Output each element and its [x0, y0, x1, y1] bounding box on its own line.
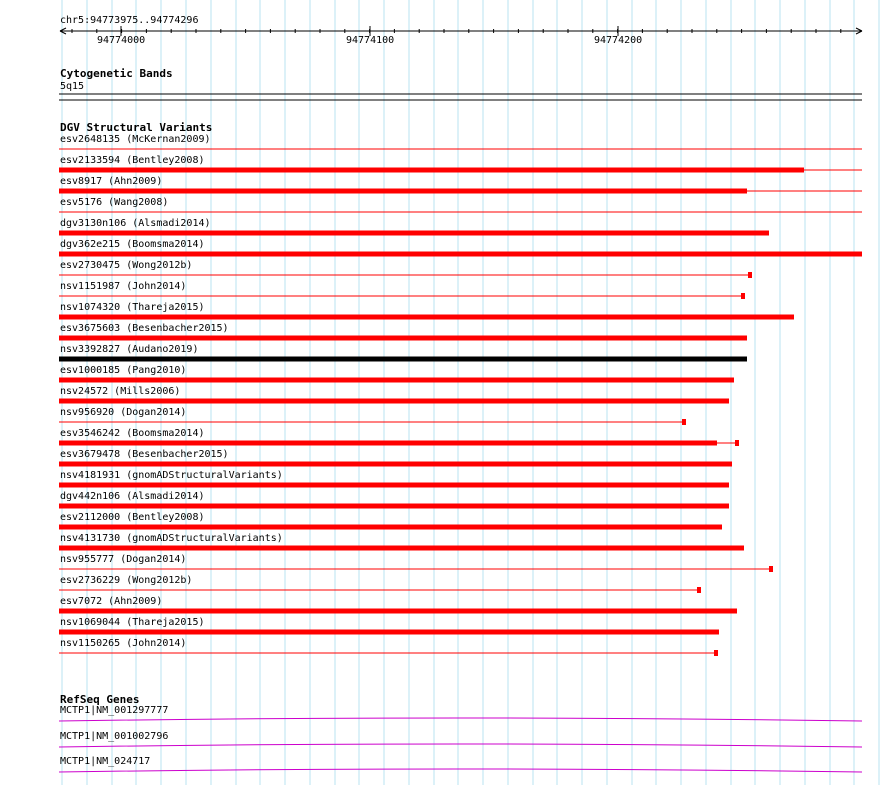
gene-label[interactable]: MCTP1|NM_024717	[60, 756, 151, 767]
sv-label[interactable]: nsv1150265 (John2014)	[60, 638, 187, 649]
sv-label[interactable]: esv2133594 (Bentley2008)	[60, 155, 205, 166]
ruler-tick-label: 94774000	[97, 35, 146, 46]
sv-label[interactable]: esv3546242 (Boomsma2014)	[60, 428, 205, 439]
sv-label[interactable]: esv8917 (Ahn2009)	[60, 176, 163, 187]
sv-label[interactable]: esv2730475 (Wong2012b)	[60, 260, 193, 271]
sv-label[interactable]: dgv442n106 (Alsmadi2014)	[60, 491, 205, 502]
sv-label[interactable]: nsv4131730 (gnomADStructuralVariants)	[60, 533, 283, 544]
gene-label[interactable]: MCTP1|NM_001297777	[60, 705, 169, 716]
sv-label[interactable]: esv2648135 (McKernan2009)	[60, 134, 211, 145]
sv-label[interactable]: nsv955777 (Dogan2014)	[60, 554, 187, 565]
sv-label[interactable]: dgv362e215 (Boomsma2014)	[60, 239, 205, 250]
sv-label[interactable]: esv3675603 (Besenbacher2015)	[60, 323, 229, 334]
sv-label[interactable]: nsv1074320 (Thareja2015)	[60, 302, 205, 313]
gene-feature[interactable]	[59, 769, 862, 772]
sv-label[interactable]: esv3679478 (Besenbacher2015)	[60, 449, 229, 460]
track-title-refseq: RefSeq Genes	[60, 693, 140, 706]
sv-label[interactable]: esv2736229 (Wong2012b)	[60, 575, 193, 586]
ruler-tick-label: 94774200	[594, 35, 643, 46]
sv-label[interactable]: nsv4181931 (gnomADStructuralVariants)	[60, 470, 283, 481]
sv-label[interactable]: esv5176 (Wang2008)	[60, 197, 169, 208]
cytoband-label: 5q15	[60, 81, 85, 92]
sv-label[interactable]: nsv1069044 (Thareja2015)	[60, 617, 205, 628]
sv-label[interactable]: esv1000185 (Pang2010)	[60, 365, 187, 376]
sv-label[interactable]: esv2112000 (Bentley2008)	[60, 512, 205, 523]
sv-label[interactable]: nsv3392827 (Audano2019)	[60, 344, 199, 355]
sv-label[interactable]: nsv956920 (Dogan2014)	[60, 407, 187, 418]
ruler-location: chr5:94773975..94774296	[60, 15, 199, 26]
sv-label[interactable]: esv7072 (Ahn2009)	[60, 596, 163, 607]
sv-label[interactable]: nsv24572 (Mills2006)	[60, 386, 181, 397]
track-title-dgv: DGV Structural Variants	[60, 121, 213, 134]
gene-feature[interactable]	[59, 718, 862, 721]
gene-label[interactable]: MCTP1|NM_001002796	[60, 731, 169, 742]
sv-label[interactable]: dgv3130n106 (Alsmadi2014)	[60, 218, 211, 229]
gene-feature[interactable]	[59, 744, 862, 747]
track-title-cytoband: Cytogenetic Bands	[60, 67, 173, 80]
ruler-tick-label: 94774100	[346, 35, 395, 46]
sv-label[interactable]: nsv1151987 (John2014)	[60, 281, 187, 292]
